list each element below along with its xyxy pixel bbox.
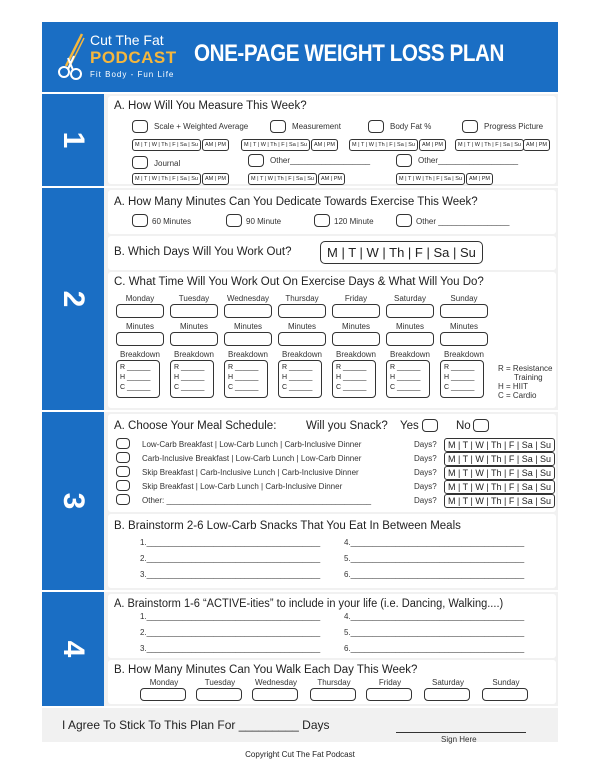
snack-line-1[interactable]: 1._______________________________________	[140, 538, 321, 547]
breakdown-c-0[interactable]: C ______	[120, 384, 151, 391]
section-2	[42, 188, 558, 410]
bodyfat-label: Body Fat %	[390, 122, 432, 131]
walk-minutes-box-1[interactable]	[196, 688, 242, 701]
walk-day-label-4: Friday	[378, 678, 402, 687]
breakdown-r-4[interactable]: R ______	[336, 364, 367, 371]
breakdown-r-3[interactable]: R ______	[282, 364, 313, 371]
time-box-4[interactable]	[332, 304, 380, 318]
snack-yes-label: Yes	[400, 420, 419, 432]
podcast-logo	[56, 30, 206, 84]
section-1-card	[108, 96, 556, 184]
minutes-label-5: Minutes	[395, 322, 424, 331]
other-min-label: Other ________________	[416, 217, 510, 226]
time-box-5[interactable]	[386, 304, 434, 318]
meal-schedule-question: A. Choose Your Meal Schedule:	[114, 420, 277, 432]
section-tab-4: 4	[42, 592, 104, 706]
breakdown-h-4[interactable]: H ______	[336, 374, 367, 381]
snack-line-2[interactable]: 2._______________________________________	[140, 554, 321, 563]
activity-line-3[interactable]: 3._______________________________________	[140, 644, 321, 653]
other2-ampm[interactable]: AM | PM	[466, 173, 493, 185]
breakdown-r-1[interactable]: R ______	[174, 364, 205, 371]
section-3a-card	[108, 414, 556, 512]
120-min-checkbox[interactable]	[314, 214, 330, 227]
progress-picture-label: Progress Picture	[484, 122, 544, 131]
breakdown-box-6[interactable]	[440, 360, 484, 398]
breakdown-c-3[interactable]: C ______	[282, 384, 313, 391]
measure-question: A. How Will You Measure This Week?	[114, 100, 307, 112]
90-min-checkbox[interactable]	[226, 214, 242, 227]
journal-ampm[interactable]: AM | PM	[202, 173, 229, 185]
breakdown-box-0[interactable]	[116, 360, 160, 398]
walk-day-label-1: Tuesday	[204, 678, 236, 687]
progress-picture-ampm[interactable]: AM | PM	[523, 139, 550, 151]
breakdown-r-6[interactable]: R ______	[444, 364, 475, 371]
breakdown-h-5[interactable]: H ______	[390, 374, 421, 381]
breakdown-label-0: Breakdown	[119, 350, 161, 359]
meal-checkbox-1[interactable]	[116, 452, 130, 463]
breakdown-c-6[interactable]: C ______	[444, 384, 475, 391]
time-box-3[interactable]	[278, 304, 326, 318]
agreement-bar	[42, 708, 558, 742]
time-box-2[interactable]	[224, 304, 272, 318]
other-min-checkbox[interactable]	[396, 214, 412, 227]
minutes-box-1[interactable]	[170, 332, 218, 346]
snack-yes-checkbox[interactable]	[422, 419, 438, 432]
time-box-1[interactable]	[170, 304, 218, 318]
plan-page	[42, 22, 558, 742]
breakdown-label-5: Breakdown	[389, 350, 431, 359]
meal-days-selector-1[interactable]: M | T | W | Th | F | Sa | Su	[444, 452, 555, 466]
other2-label: Other__________________	[418, 156, 519, 165]
snack-line-5[interactable]: 5._______________________________________	[344, 554, 525, 563]
breakdown-h-1[interactable]: H ______	[174, 374, 205, 381]
activity-line-5[interactable]: 5._______________________________________	[344, 628, 525, 637]
breakdown-label-1: Breakdown	[173, 350, 215, 359]
minutes-label-6: Minutes	[449, 322, 478, 331]
snack-line-3[interactable]: 3._______________________________________	[140, 570, 321, 579]
minutes-label-1: Minutes	[179, 322, 208, 331]
logo-line2: PODCAST	[90, 48, 177, 67]
meal-days-selector-4[interactable]: M | T | W | Th | F | Sa | Su	[444, 494, 555, 508]
breakdown-h-0[interactable]: H ______	[120, 374, 151, 381]
day-label-1: Tuesday	[178, 294, 210, 303]
minutes-box-6[interactable]	[440, 332, 488, 346]
journal-label: Journal	[154, 159, 181, 168]
section-2b-card	[108, 236, 556, 270]
activities-question: A. Brainstorm 1-6 “ACTIVE-ities” to include in your life (i.e. Dancing, Walking....)	[114, 598, 504, 610]
other2-days[interactable]: M | T | W | Th | F | Sa | Su	[396, 173, 465, 185]
walk-minutes-box-5[interactable]	[424, 688, 470, 701]
minutes-label-2: Minutes	[233, 322, 262, 331]
header-banner	[42, 22, 558, 92]
breakdown-r-5[interactable]: R ______	[390, 364, 421, 371]
breakdown-h-2[interactable]: H ______	[228, 374, 259, 381]
minutes-box-5[interactable]	[386, 332, 434, 346]
breakdown-label-4: Breakdown	[335, 350, 377, 359]
breakdown-c-2[interactable]: C ______	[228, 384, 259, 391]
day-label-4: Friday	[344, 294, 368, 303]
legend-h: H = HIIT	[498, 382, 529, 391]
minutes-label-3: Minutes	[287, 322, 316, 331]
minutes-label-4: Minutes	[341, 322, 370, 331]
other1-label: Other__________________	[270, 156, 371, 165]
workout-time-question: C. What Time Will You Work Out On Exercise Days & What Will You Do?	[114, 276, 484, 288]
day-label-5: Saturday	[393, 294, 427, 303]
signature-line[interactable]	[396, 732, 526, 733]
journal-checkbox[interactable]	[132, 156, 148, 169]
snack-no-checkbox[interactable]	[473, 419, 489, 432]
meal-option-0: Low-Carb Breakfast | Low-Carb Lunch | Carb-Inclusive Dinner	[142, 440, 362, 449]
breakdown-c-1[interactable]: C ______	[174, 384, 205, 391]
meal-days-selector-0[interactable]: M | T | W | Th | F | Sa | Su	[444, 438, 555, 452]
meal-days-label-1: Days?	[414, 454, 437, 463]
legend-training: Training	[514, 373, 543, 382]
journal-days[interactable]: M | T | W | Th | F | Sa | Su	[132, 173, 201, 185]
other1-checkbox[interactable]	[248, 154, 264, 167]
activity-line-6[interactable]: 6._______________________________________	[344, 644, 525, 653]
time-box-0[interactable]	[116, 304, 164, 318]
day-label-2: Wednesday	[226, 294, 270, 303]
meal-days-label-4: Days?	[414, 496, 437, 505]
meal-option-3: Skip Breakfast | Low-Carb Lunch | Carb-Inclusive Dinner	[142, 482, 343, 491]
snack-line-6[interactable]: 6._______________________________________	[344, 570, 525, 579]
breakdown-label-2: Breakdown	[227, 350, 269, 359]
day-label-3: Thursday	[285, 294, 319, 303]
walk-minutes-box-4[interactable]	[366, 688, 412, 701]
agreement-text: I Agree To Stick To This Plan For _________ Days	[62, 718, 330, 732]
breakdown-h-6[interactable]: H ______	[444, 374, 475, 381]
progress-picture-days[interactable]: M | T | W | Th | F | Sa | Su	[455, 139, 524, 151]
section-3	[42, 412, 558, 590]
meal-checkbox-4[interactable]	[116, 494, 130, 505]
meal-option-1: Carb-Inclusive Breakfast | Low-Carb Lunch | Low-Carb Dinner	[142, 454, 362, 463]
other1-days[interactable]: M | T | W | Th | F | Sa | Su	[248, 173, 317, 185]
section-4a-card	[108, 594, 556, 658]
section-4	[42, 592, 558, 706]
section-tab-3: 3	[42, 412, 104, 590]
bodyfat-ampm[interactable]: AM | PM	[419, 139, 446, 151]
snacks-question: B. Brainstorm 2-6 Low-Carb Snacks That You Eat In Between Meals	[114, 520, 461, 532]
breakdown-box-5[interactable]	[386, 360, 430, 398]
meal-checkbox-2[interactable]	[116, 466, 130, 477]
minutes-label-0: Minutes	[125, 322, 154, 331]
breakdown-box-1[interactable]	[170, 360, 214, 398]
walk-minutes-box-0[interactable]	[140, 688, 186, 701]
walk-day-label-5: Saturday	[431, 678, 465, 687]
walk-day-label-3: Thursday	[317, 678, 351, 687]
scale-checkbox[interactable]	[132, 120, 148, 133]
activity-line-4[interactable]: 4._______________________________________	[344, 612, 525, 621]
workout-days-selector[interactable]: M | T | W | Th | F | Sa | Su	[320, 241, 483, 264]
section-tab-1: 1	[42, 94, 104, 186]
copyright: Copyright Cut The Fat Podcast	[245, 750, 355, 759]
meal-days-label-2: Days?	[414, 468, 437, 477]
section-1	[42, 94, 558, 186]
minutes-question: A. How Many Minutes Can You Dedicate Towards Exercise This Week?	[114, 196, 478, 208]
breakdown-label-3: Breakdown	[281, 350, 323, 359]
day-label-0: Monday	[125, 294, 155, 303]
page-title: ONE-PAGE WEIGHT LOSS PLAN	[194, 40, 504, 67]
meal-checkbox-3[interactable]	[116, 480, 130, 491]
60-min-checkbox[interactable]	[132, 214, 148, 227]
progress-picture-checkbox[interactable]	[462, 120, 478, 133]
section-2a-card	[108, 190, 556, 234]
scale-label: Scale + Weighted Average	[154, 122, 249, 131]
breakdown-c-4[interactable]: C ______	[336, 384, 367, 391]
scissors-tape-icon	[56, 32, 88, 82]
section-tab-2: 2	[42, 188, 104, 410]
meal-checkbox-0[interactable]	[116, 438, 130, 449]
time-box-6[interactable]	[440, 304, 488, 318]
meal-days-label-3: Days?	[414, 482, 437, 491]
meal-days-selector-2[interactable]: M | T | W | Th | F | Sa | Su	[444, 466, 555, 480]
90-min-label: 90 Minute	[246, 217, 282, 226]
breakdown-box-3[interactable]	[278, 360, 322, 398]
section-4b-card	[108, 660, 556, 704]
meal-option-4: Other: ______________________________________________	[142, 496, 372, 505]
walk-minutes-box-2[interactable]	[252, 688, 298, 701]
walk-day-label-0: Monday	[149, 678, 179, 687]
activity-line-1[interactable]: 1._______________________________________	[140, 612, 321, 621]
other2-checkbox[interactable]	[396, 154, 412, 167]
walk-minutes-box-6[interactable]	[482, 688, 528, 701]
snack-line-4[interactable]: 4._______________________________________	[344, 538, 525, 547]
breakdown-c-5[interactable]: C ______	[390, 384, 421, 391]
60-min-label: 60 Minutes	[152, 217, 192, 226]
logo-tagline: Fit Body - Fun Life	[90, 70, 175, 79]
breakdown-box-4[interactable]	[332, 360, 376, 398]
120-min-label: 120 Minute	[334, 217, 374, 226]
walk-question: B. How Many Minutes Can You Walk Each Day This Week?	[114, 664, 418, 676]
measurement-label: Measurement	[292, 122, 341, 131]
activity-line-2[interactable]: 2._______________________________________	[140, 628, 321, 637]
day-label-6: Sunday	[450, 294, 478, 303]
section-3b-card	[108, 514, 556, 588]
walk-day-label-6: Sunday	[492, 678, 520, 687]
measurement-checkbox[interactable]	[270, 120, 286, 133]
breakdown-label-6: Breakdown	[443, 350, 485, 359]
legend-c: C = Cardio	[498, 391, 537, 400]
snack-no-label: No	[456, 420, 471, 432]
meal-option-2: Skip Breakfast | Carb-Inclusive Lunch | Carb-Inclusive Dinner	[142, 468, 359, 477]
section-2c-card	[108, 272, 556, 408]
minutes-box-3[interactable]	[278, 332, 326, 346]
logo-line1: Cut The Fat	[90, 32, 164, 48]
legend-r: R = Resistance	[498, 364, 553, 373]
measurement-days[interactable]: M | T | W | Th | F | Sa | Su	[241, 139, 310, 151]
walk-minutes-box-3[interactable]	[310, 688, 356, 701]
minutes-box-4[interactable]	[332, 332, 380, 346]
breakdown-r-0[interactable]: R ______	[120, 364, 151, 371]
meal-days-label-0: Days?	[414, 440, 437, 449]
other1-ampm[interactable]: AM | PM	[318, 173, 345, 185]
sign-here-label: Sign Here	[441, 735, 477, 744]
measurement-ampm[interactable]: AM | PM	[311, 139, 338, 151]
snack-question: Will you Snack?	[306, 420, 388, 432]
breakdown-box-2[interactable]	[224, 360, 268, 398]
bodyfat-days[interactable]: M | T | W | Th | F | Sa | Su	[349, 139, 418, 151]
breakdown-r-2[interactable]: R ______	[228, 364, 259, 371]
scale-days[interactable]: M | T | W | Th | F | Sa | Su	[132, 139, 201, 151]
minutes-box-2[interactable]	[224, 332, 272, 346]
meal-days-selector-3[interactable]: M | T | W | Th | F | Sa | Su	[444, 480, 555, 494]
workout-days-question: B. Which Days Will You Work Out?	[114, 246, 292, 258]
breakdown-h-3[interactable]: H ______	[282, 374, 313, 381]
minutes-box-0[interactable]	[116, 332, 164, 346]
walk-day-label-2: Wednesday	[254, 678, 298, 687]
bodyfat-checkbox[interactable]	[368, 120, 384, 133]
scale-ampm[interactable]: AM | PM	[202, 139, 229, 151]
